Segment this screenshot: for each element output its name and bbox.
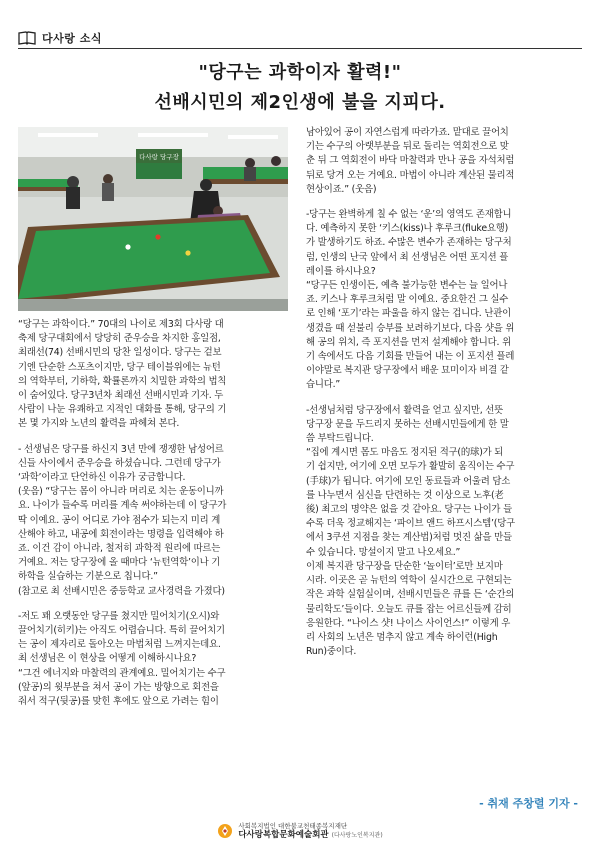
article-paragraph: -저도 꽤 오랫동안 당구를 쳤지만 밀어치기(오시)와 끌어치기(히키)는 아직도 어렵습니다. 특히 끌어치기 는 공이 제자리로 돌아오는 마법처럼 느껴지는데요. 최 선생님은 이 현상을 어떻게 이해하시나요? “그건 에너지와 마찰력의 관계예요. 밀어치기는 수구 (앞공)의 윗부분을 쳐서 공이 가는 방향으로 회전을 줘서 적구(뒷공)를 맞힌 후에도 앞으로 가려는 힘이: [18, 610, 226, 708]
section-header: [18, 30, 102, 46]
footer-center-suffix: (다사랑노인복지관): [331, 832, 383, 839]
article-paragraph: -당구는 완벽하게 칠 수 없는 ‘운’의 영역도 존재합니 다. 예측하지 못한 ‘키스(kiss)나 후루크(fluke요행) 가 발생하기도 하죠. 수많은 변수가 존재하는 당구처 럼, 인생의 난국 앞에서 최 선생님은 어떤 포지션 플 레이를 하시나요? “당구든 인생이든, 예측 불가능한 변수는 늘 일어나 죠. 키스나 후루크처럼 말 이예요. 중요한건 그 실수 로 인해 ‘포기’라는 파울을 하지 않는 겁니다. 난관이 생겼을 때 섣불리 승부를 보려하기보다, 다음 샷을 위 해 공의 위치, 즉 포지션을 먼저 설계해야 합니다. 위 기 속에서도 다음 기회를 만들어 내는 이 포지션 플레 이야말로 복지관 당구장에서 배운 묘미이자 비결 같 습니다.”: [306, 209, 515, 391]
billiards-photo: [18, 127, 288, 311]
footer-center-name: [238, 831, 382, 840]
article-column-left: [18, 318, 294, 709]
article-paragraph: 남아있어 공이 자연스럽게 따라가죠. 맡대로 끌어치 기는 수구의 아랫부분을 뒤로 돌리는 역회전으로 맞 춘 뒤 그 역회전이 바닥 마찰력과 만나 공을 자석처럼 뒤로 당겨 오는 거예요. 마법이 아니라 계산된 물리적 현상이죠.” (웃음): [306, 127, 515, 195]
headline: "당구는 과학이자 활력!": [198, 62, 402, 83]
banner-text: 다사랑 당구장: [139, 153, 179, 161]
section-label: 다사랑 소식: [42, 32, 102, 45]
footer-center-title: 다사랑복합문화예술회관: [238, 830, 329, 840]
article-column-right: [306, 126, 582, 659]
billiards-scene: [18, 127, 288, 311]
footer: [0, 822, 600, 840]
reporter-byline: - 취재 주창렬 기자 -: [479, 797, 578, 810]
article-paragraph: -선생님처럼 당구장에서 활력을 얻고 싶지만, 선뜻 당구장 문을 두드리지 못하는 선배시민들에게 한 말 씀 부탁드립니다. “집에 계시면 몸도 마음도 정지된 적구(的球)가 되 기 쉽지만, 여기에 오면 모두가 활발히 움직이는 수구 (手球)가 됩니다. 여기에 모인 동료들과 어울려 담소 를 나누면서 심신을 단련하는 것 이상으로 노후(老 後) 최고의 명약은 없을 것 같아요. 당구는 나이가 들 수록 더욱 정교해지는 ‘파이브 앤드 하프시스템’(당구 에서 3쿠션 지점을 찾는 계산법)처럼 멋진 삶을 만들 수 있습니다. 망설이지 말고 나오세요.” 이제 복지관 당구장을 단순한 ‘놀이터’로만 보지마 시라. 이곳은 곧 뉴턴의 역학이 실시간으로 구현되는 작은 과학 실험실이며, 선배시민들은 큐를 든 ‘순간의 물리학도’들이다. 오늘도 큐를 잡는 어르신들께 감히 응원한다. “나이스 샷! 나이스 사이언스!” 이렇게 우 리 사회의 노년은 멈추지 않고 계속 하이런(High Run)중이다.: [306, 404, 515, 658]
header-divider: [18, 48, 582, 49]
footer-foundation: 사회복지법인 대한불교천태종복지재단: [238, 822, 348, 830]
article-paragraph: - 선생님은 당구를 하신지 3년 만에 쟁쟁한 남성어르 신들 사이에서 준우승을 하셨습니다. 그런데 당구가 ‘과학’이라고 단언하신 이유가 궁금합니다. (웃음) “당구는 몸이 아니라 머리로 치는 운동이니까 요. 나이가 들수록 머리를 계속 써야하는데 이 당구가 딱 이예요. 공이 어디로 가야 점수가 되는지 미리 계 산해야 하고, 내공에 회전이라는 명령을 입력해야 하 죠. 이건 감이 아니라, 철저히 과학적 원리에 따르는 거예요. 저는 당구장에 올 때마다 ‘뉴턴역학’이나 기 하학을 실습하는 기분으로 칩니다.” (참고로 최 선배시민은 중등학교 교사경력을 가졌다): [18, 443, 227, 597]
book-icon: [18, 31, 36, 45]
welfare-logo-icon: [217, 823, 233, 839]
subheadline: 선배시민의 제2인생에 불을 지피다.: [154, 92, 446, 113]
article-paragraph: “당구는 과학이다.” 70대의 나이로 제3회 다사랑 대 축제 당구대회에서 당당히 준우승을 차지한 홍일점, 최래선(74) 선배시민의 당찬 일성이다. 당구는 겉보 기엔 단순한 스포츠이지만, 당구 테이블위에는 뉴턴 의 역학부터, 기하학, 확률론까지 치밀한 과학의 법칙 이 숨어있다. 당구3년차 최래선 선배시민과 기자. 두 사람이 나눈 유쾌하고 지적인 대화를 통해, 당구의 기 본 몇 가지와 노년의 활력을 파헤쳐 본다.: [18, 319, 227, 430]
